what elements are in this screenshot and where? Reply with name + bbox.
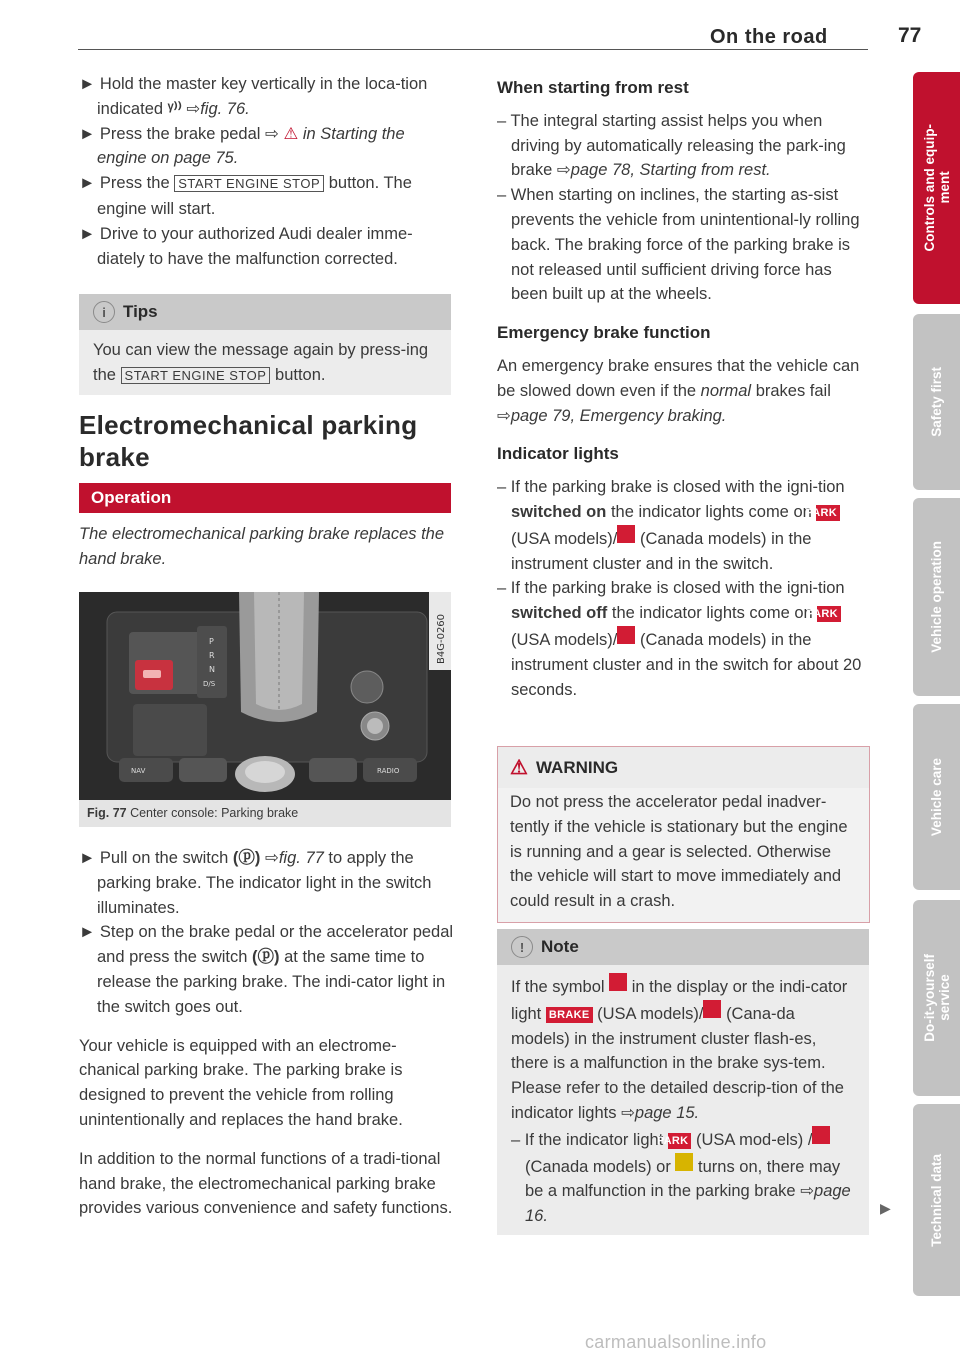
figure-caption-text: Center console: Parking brake (130, 806, 299, 820)
heading-starting-from-rest: When starting from rest (497, 78, 689, 97)
figure-code: B4G-0260 (436, 613, 447, 664)
center-console-figure (79, 592, 451, 800)
warning-header (498, 747, 869, 788)
bullet-master-key: ► Hold the master key vertically in the loca-tion indicated ᵞ⁾⁾ ⇨fig. 76. (79, 75, 428, 118)
tab-safety-first[interactable]: Safety first (913, 314, 960, 490)
left-column-bottom (79, 846, 454, 1221)
gear-label-ds: D/S (203, 680, 216, 688)
brake-indicator-icon: BRAKE (546, 1007, 593, 1023)
note-paragraph: If the symbol in the display or the indi-cator light BRAKE (USA models)/ (Cana-da models) in the instrument cluster flash-es, there is a malfunction in the brake sys-tem. Please refer to the detailed descrip-tion of the indicator lights ⇨page 15. (511, 973, 855, 1126)
park-indicator-icon: PARK (817, 606, 841, 622)
running-header-title: On the road (710, 26, 828, 48)
paragraph-emergency: An emergency brake ensures that the vehicle can be slowed down even if the normal brakes fail ⇨page 79, Emergency braking. (497, 356, 860, 425)
operation-bar: Operation (79, 483, 451, 513)
center-console-illustration (79, 592, 451, 800)
tips-title: Tips (123, 302, 158, 321)
paragraph-functions: In addition to the normal functions of a tradi-tional hand brake, the electromechanical parking brake provides various convenience and safety functions. (79, 1149, 453, 1218)
parking-brake-symbol-icon: (ⓟ) (252, 948, 280, 967)
warning-triangle-icon: ⚠ (283, 124, 299, 143)
paragraph-equipped: Your vehicle is equipped with an electrome-chanical parking brake. The parking brake is designed to prevent the vehicle from rolling unintentionally and replaces the hand brake. (79, 1036, 403, 1129)
arrow-ref-icon: ⇨ (265, 849, 279, 867)
header-rule (78, 49, 868, 50)
figure-caption-number: Fig. 77 (87, 806, 127, 820)
exclamation-icon: ! (511, 936, 533, 958)
figure-caption (79, 800, 451, 827)
item-inclines: – When starting on inclines, the starting as-sist prevents the vehicle from unintentional-ly rolling back. The braking force of the parking brake is not released until sufficient driving force has been built up at the wheels. (497, 186, 860, 304)
key-antenna-icon: ᵞ⁾⁾ (167, 99, 182, 118)
intro-text: The electromechanical parking brake replaces the hand brake. (79, 525, 445, 568)
tab-vehicle-care[interactable]: Vehicle care (913, 704, 960, 890)
tab-technical-data[interactable]: Technical data (913, 1104, 960, 1296)
warning-body: Do not press the accelerator pedal inadver-tently if the vehicle is stationary but the engine is running and a gear is selected. Otherwise the vehicle will start to move immediately and could result in a crash. (498, 788, 869, 922)
canada-brake-indicator-icon (617, 626, 635, 644)
item-starting-assist: – The integral starting assist helps you when driving by automatically releasing the park-ing brake ⇨page 78, Starting from rest. (497, 111, 846, 180)
page-number: 77 (898, 24, 922, 47)
gear-label-n: N (209, 665, 215, 674)
tips-body: You can view the message again by press-ing the START ENGINE STOP button. (79, 330, 451, 395)
tips-box (79, 294, 451, 395)
heading-emergency-brake: Emergency brake function (497, 323, 711, 343)
arrow-ref-icon: ⇨ (186, 99, 201, 118)
heading-indicator-lights: Indicator lights (497, 444, 619, 464)
right-column (497, 76, 869, 702)
yellow-brake-warning-icon (675, 1153, 693, 1171)
canada-brake-indicator-icon (703, 1000, 721, 1018)
bullet-brake-pedal: ► Press the brake pedal ⇨ ⚠ in Starting the engine on page 75. (79, 124, 405, 168)
note-body (497, 965, 869, 1235)
park-indicator-icon: PARK (816, 505, 840, 521)
bullet-start-button: ► Press the START ENGINE STOP button. The engine will start. (79, 174, 412, 218)
gear-label-p: P (209, 637, 214, 646)
start-engine-stop-key: START ENGINE STOP (174, 175, 324, 192)
arrow-ref-icon: ⇨ (556, 161, 571, 180)
note-dash-item: – If the indicator light PARK (USA mod-els) / (Canada models) or turns on, there may be a malfunction in the parking brake ⇨page 16. (511, 1126, 855, 1229)
tab-controls-and-equipment[interactable]: Controls and equip- ment (913, 72, 960, 304)
section-heading: Electromechanical parking brake (79, 410, 418, 472)
note-header (497, 929, 869, 965)
item-ignition-off: – If the parking brake is closed with the igni-tion switched off the indicator lights come on PARK (USA models)/ (Canada models) in the instrument cluster and in the switch for about 20 seconds. (497, 579, 862, 699)
tab-vehicle-operation[interactable]: Vehicle operation (913, 498, 960, 696)
continue-arrow-icon: ▶ (880, 1200, 891, 1216)
canada-brake-indicator-icon (812, 1126, 830, 1144)
bullet-step-brake: ► Step on the brake pedal or the accelerator pedal and press the switch (ⓟ) at the same time to release the parking brake. The indi-cator light in the switch goes out. (79, 923, 454, 1016)
arrow-ref-icon: ⇨ (497, 406, 511, 425)
nav-button-label: NAV (131, 767, 146, 775)
warning-title: WARNING (535, 757, 619, 777)
note-box (497, 929, 869, 1235)
left-column-top (79, 72, 454, 271)
brake-symbol-icon (609, 973, 627, 991)
warning-triangle-icon: ⚠ (510, 757, 528, 779)
bullet-dealer: ► Drive to your authorized Audi dealer imme-diately to have the malfunction corrected. (79, 224, 413, 268)
bullet-pull-switch: ► Pull on the switch (ⓟ) ⇨fig. 77 to apply the parking brake. The indicator light in the switch illuminates. (79, 849, 432, 917)
warning-box (497, 746, 870, 923)
arrow-ref-icon: ⇨ (621, 1103, 635, 1122)
watermark: carmanualsonline.info (585, 1332, 767, 1352)
start-engine-stop-key: START ENGINE STOP (121, 367, 271, 384)
parking-brake-symbol-icon: (ⓟ) (232, 849, 261, 867)
tab-do-it-yourself-service[interactable]: Do-it-yourself service (913, 900, 960, 1096)
note-title: Note (541, 937, 579, 956)
item-ignition-on: – If the parking brake is closed with the igni-tion switched on the indicator lights come on PARK (USA models)/ (Canada models) in the instrument cluster and in the switch. (497, 478, 845, 573)
arrow-ref-icon: ⇨ (265, 124, 279, 143)
canada-brake-indicator-icon (617, 525, 635, 543)
gear-label-r: R (209, 651, 215, 660)
info-icon: i (93, 301, 115, 323)
arrow-ref-icon: ⇨ (800, 1182, 815, 1201)
tips-header (79, 294, 451, 330)
park-indicator-icon: PARK (668, 1133, 692, 1149)
radio-button-label: RADIO (377, 767, 400, 775)
